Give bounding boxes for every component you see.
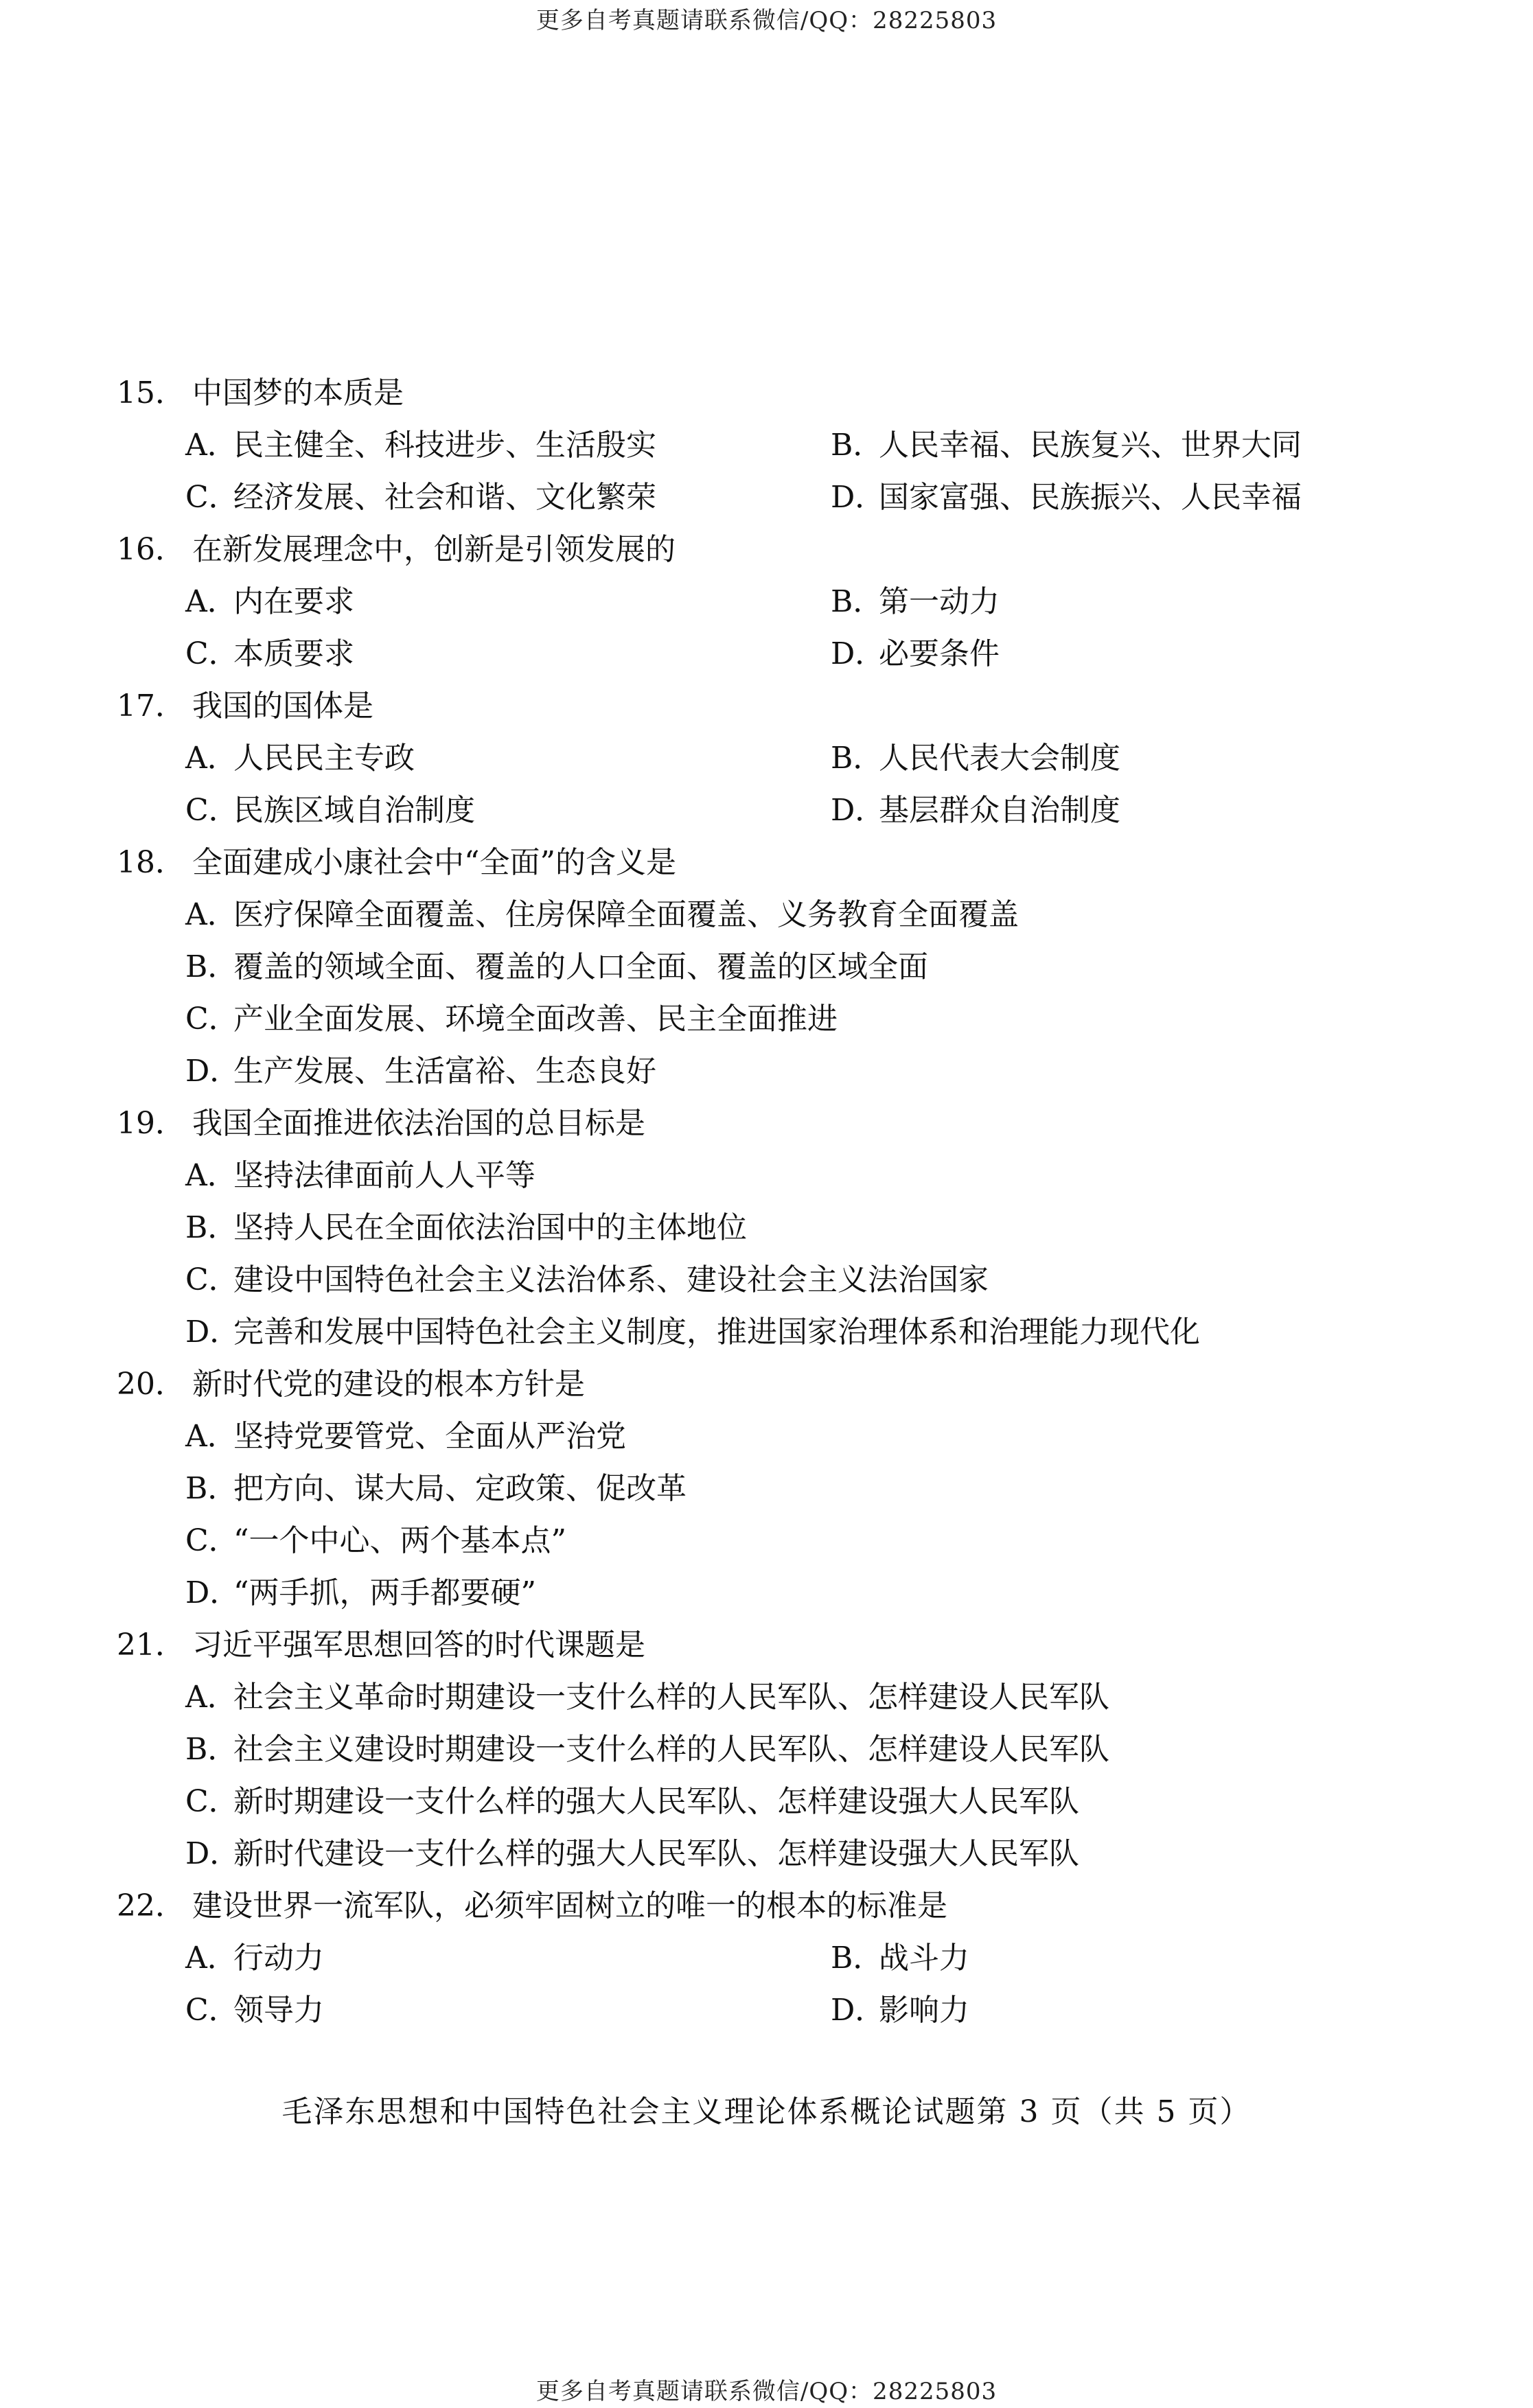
- option-label: B．: [831, 1941, 884, 1976]
- option-text: 产业全面发展、环境全面改善、民主全面推进: [233, 1002, 838, 1037]
- option-text: 人民民主专政: [233, 741, 415, 776]
- option-label: D．: [831, 480, 886, 515]
- option-a: [185, 419, 831, 472]
- option-b: [831, 576, 1000, 628]
- question-text: 建设世界一流军队，必须牢固树立的唯一的根本的标准是: [192, 1888, 947, 1923]
- option-label: D．: [185, 1836, 240, 1871]
- option-text: 社会主义建设时期建设一支什么样的人民军队、怎样建设人民军队: [233, 1732, 1109, 1767]
- option-label: C．: [185, 1262, 239, 1297]
- question-16: [117, 524, 1421, 680]
- option-label: C．: [185, 1784, 239, 1819]
- option-label: B．: [831, 428, 884, 463]
- option-label: C．: [185, 1993, 239, 2028]
- question-text: 我国的国体是: [192, 688, 373, 723]
- question-number: 19．: [117, 1106, 185, 1141]
- option-text: “两手抓，两手都要硬”: [233, 1575, 536, 1610]
- option-label: A．: [185, 428, 238, 463]
- option-row: [117, 732, 1421, 785]
- option-c: [117, 1515, 1421, 1567]
- option-text: 本质要求: [233, 636, 354, 671]
- option-text: 社会主义革命时期建设一支什么样的人民军队、怎样建设人民军队: [233, 1680, 1109, 1715]
- option-c: [117, 1254, 1421, 1306]
- question-number: 20．: [117, 1367, 185, 1402]
- option-text: 战斗力: [879, 1941, 969, 1976]
- option-d: [831, 472, 1302, 524]
- option-label: B．: [185, 1732, 238, 1767]
- option-text: 人民幸福、民族复兴、世界大同: [879, 428, 1302, 463]
- question-stem: [117, 1358, 1421, 1411]
- option-text: 领导力: [233, 1993, 324, 2028]
- option-label: D．: [185, 1054, 240, 1089]
- question-text: 在新发展理念中，创新是引领发展的: [192, 532, 676, 567]
- option-text: 必要条件: [879, 636, 1000, 671]
- option-label: D．: [831, 1993, 886, 2028]
- option-text: 坚持人民在全面依法治国中的主体地位: [233, 1210, 747, 1245]
- question-stem: [117, 1098, 1421, 1150]
- option-label: A．: [185, 1419, 238, 1454]
- option-b: [117, 1202, 1421, 1254]
- option-label: A．: [185, 741, 238, 776]
- option-a: [185, 732, 831, 785]
- option-d: [117, 1045, 1421, 1098]
- question-19: [117, 1098, 1421, 1358]
- exam-page-body: [117, 367, 1421, 2037]
- option-b: [117, 941, 1421, 993]
- option-text: 完善和发展中国特色社会主义制度，推进国家治理体系和治理能力现代化: [233, 1315, 1200, 1350]
- option-a: [185, 576, 831, 628]
- option-label: A．: [185, 1158, 238, 1193]
- question-20: [117, 1358, 1421, 1619]
- option-label: D．: [831, 636, 886, 671]
- question-stem: [117, 680, 1421, 732]
- question-number: 15．: [117, 375, 185, 410]
- option-row: [117, 576, 1421, 628]
- option-label: B．: [185, 1471, 238, 1506]
- option-text: 人民代表大会制度: [879, 741, 1120, 776]
- option-text: 基层群众自治制度: [879, 793, 1120, 828]
- question-number: 22．: [117, 1888, 185, 1923]
- option-text: 生产发展、生活富裕、生态良好: [233, 1054, 656, 1089]
- option-row: [117, 472, 1421, 524]
- option-text: 第一动力: [879, 584, 1000, 619]
- option-label: C．: [185, 793, 239, 828]
- question-stem: [117, 1880, 1421, 1932]
- option-text: 建设中国特色社会主义法治体系、建设社会主义法治国家: [233, 1262, 989, 1297]
- option-text: 经济发展、社会和谐、文化繁荣: [233, 480, 656, 515]
- option-label: B．: [831, 741, 884, 776]
- option-row: [117, 1984, 1421, 2037]
- option-b: [117, 1724, 1421, 1776]
- question-21: [117, 1619, 1421, 1880]
- option-c: [117, 1776, 1421, 1828]
- question-number: 17．: [117, 688, 185, 723]
- option-label: D．: [831, 793, 886, 828]
- option-row: [117, 419, 1421, 472]
- option-label: D．: [185, 1315, 240, 1350]
- option-b: [831, 732, 1120, 785]
- option-c: [185, 472, 831, 524]
- option-row: [117, 628, 1421, 680]
- option-label: A．: [185, 1680, 238, 1715]
- option-b: [831, 1932, 969, 1984]
- option-label: A．: [185, 897, 238, 932]
- option-b: [831, 419, 1302, 472]
- option-a: [117, 1411, 1421, 1463]
- option-row: [117, 785, 1421, 837]
- option-label: D．: [185, 1575, 240, 1610]
- question-18: [117, 837, 1421, 1098]
- contact-banner-top: 更多自考真题请联系微信/QQ：28225803: [535, 7, 998, 34]
- question-stem: [117, 367, 1421, 419]
- option-text: 影响力: [879, 1993, 969, 2028]
- option-text: 内在要求: [233, 584, 354, 619]
- option-label: C．: [185, 480, 239, 515]
- option-text: 民主健全、科技进步、生活殷实: [233, 428, 656, 463]
- option-label: B．: [185, 1210, 238, 1245]
- option-label: B．: [185, 949, 238, 984]
- question-17: [117, 680, 1421, 837]
- option-a: [117, 889, 1421, 941]
- option-a: [185, 1932, 831, 1984]
- option-d: [117, 1567, 1421, 1619]
- option-text: 把方向、谋大局、定政策、促改革: [233, 1471, 687, 1506]
- option-text: 民族区域自治制度: [233, 793, 475, 828]
- option-row: [117, 1932, 1421, 1984]
- question-15: [117, 367, 1421, 524]
- option-text: 国家富强、民族振兴、人民幸福: [879, 480, 1302, 515]
- question-number: 21．: [117, 1628, 185, 1663]
- question-number: 16．: [117, 532, 185, 567]
- question-text: 新时代党的建设的根本方针是: [192, 1367, 585, 1402]
- option-d: [117, 1306, 1421, 1358]
- option-label: C．: [185, 1523, 239, 1558]
- option-a: [117, 1671, 1421, 1724]
- option-b: [117, 1463, 1421, 1515]
- option-a: [117, 1150, 1421, 1202]
- contact-banner-bottom: 更多自考真题请联系微信/QQ：28225803: [535, 2378, 998, 2405]
- page-footer: 毛泽东思想和中国特色社会主义理论体系概论试题第 3 页（共 5 页）: [281, 2094, 1252, 2129]
- question-text: 中国梦的本质是: [192, 375, 404, 410]
- question-number: 18．: [117, 845, 185, 880]
- option-d: [831, 628, 1000, 680]
- question-stem: [117, 1619, 1421, 1671]
- question-text: 全面建成小康社会中“全面”的含义是: [192, 845, 676, 880]
- question-stem: [117, 837, 1421, 889]
- question-text: 习近平强军思想回答的时代课题是: [192, 1628, 645, 1663]
- option-c: [185, 1984, 831, 2037]
- option-text: 覆盖的领域全面、覆盖的人口全面、覆盖的区域全面: [233, 949, 928, 984]
- question-stem: [117, 524, 1421, 576]
- option-d: [117, 1828, 1421, 1880]
- option-c: [185, 628, 831, 680]
- option-label: B．: [831, 584, 884, 619]
- option-text: 医疗保障全面覆盖、住房保障全面覆盖、义务教育全面覆盖: [233, 897, 1019, 932]
- question-22: [117, 1880, 1421, 2037]
- option-d: [831, 1984, 969, 2037]
- option-text: “一个中心、两个基本点”: [233, 1523, 566, 1558]
- option-text: 坚持党要管党、全面从严治党: [233, 1419, 626, 1454]
- option-label: A．: [185, 1941, 238, 1976]
- option-label: C．: [185, 636, 239, 671]
- option-c: [117, 993, 1421, 1045]
- option-text: 坚持法律面前人人平等: [233, 1158, 535, 1193]
- question-text: 我国全面推进依法治国的总目标是: [192, 1106, 645, 1141]
- option-text: 行动力: [233, 1941, 324, 1976]
- option-text: 新时期建设一支什么样的强大人民军队、怎样建设强大人民军队: [233, 1784, 1079, 1819]
- option-text: 新时代建设一支什么样的强大人民军队、怎样建设强大人民军队: [233, 1836, 1079, 1871]
- option-label: C．: [185, 1002, 239, 1037]
- option-label: A．: [185, 584, 238, 619]
- option-c: [185, 785, 831, 837]
- option-d: [831, 785, 1120, 837]
